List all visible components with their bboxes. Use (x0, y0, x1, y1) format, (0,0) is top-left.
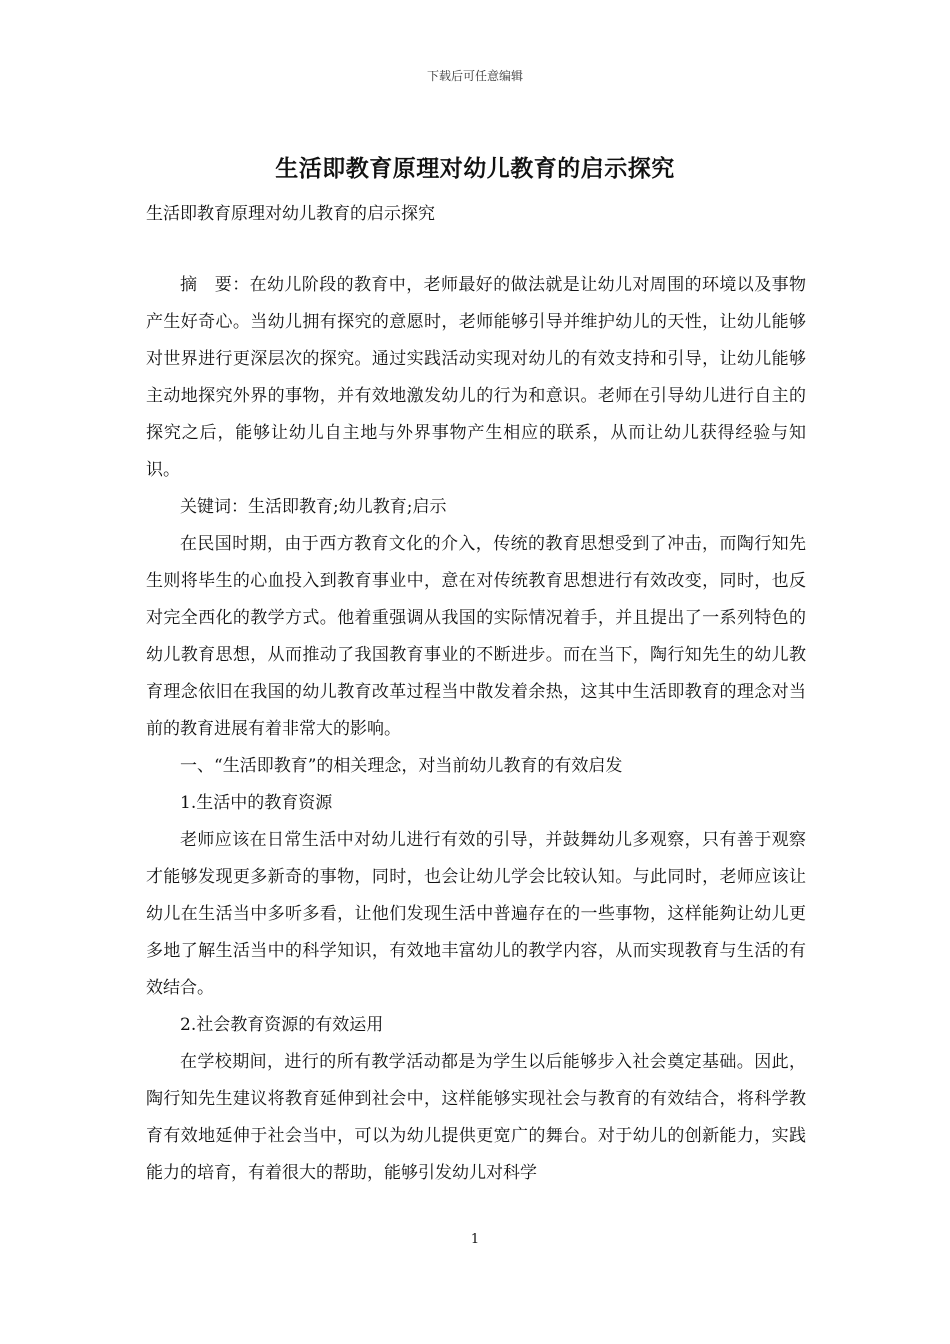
subsection-heading-2: 2.社会教育资源的有效运用 (180, 1015, 384, 1035)
subsection-heading-1: 1.生活中的教育资源 (180, 793, 333, 813)
abstract-paragraph: 摘 要：在幼儿阶段的教育中，老师最好的做法就是让幼儿对周围的环境以及事物产生好奇心。当幼儿拥有探究的意愿时，老师能够引导并维护幼儿的天性，让幼儿能够对世界进行更深层次的探究。通过实践活动实现对幼儿的有效支持和引导，让幼儿能够主动地探究外界的事物，并有效地激发幼儿的行为和意识。老师在引导幼儿进行自主的探究之后，能够让幼儿自主地与外界事物产生相应的联系，从而让幼儿获得经验与知识。 (146, 275, 806, 480)
page-number: 1 (470, 1232, 480, 1247)
keywords-line: 关键词：生活即教育;幼儿教育;启示 (180, 497, 447, 517)
body-paragraph-1: 老师应该在日常生活中对幼儿进行有效的引导，并鼓舞幼儿多观察，只有善于观察才能够发现更多新奇的事物，同时，也会让幼儿学会比较认知。与此同时，老师应该让幼儿在生活当中多听多看，让他们发现生活中普遍存在的一些事物，这样能夠让幼儿更多地了解生活当中的科学知识，有效地丰富幼儿的教学内容，从而实现教育与生活的有效结合。 (146, 830, 806, 998)
body-paragraph-2: 在学校期间，进行的所有教学活动都是为学生以后能够步入社会奠定基础。因此，陶行知先生建议将教育延伸到社会中，这样能够实现社会与教育的有效结合，将科学教育有效地延伸于社会当中，可以为幼儿提供更宽广的舞台。对于幼儿的创新能力，实践能力的培育，有着很大的帮助，能够引发幼儿对科学 (146, 1052, 806, 1183)
section-heading: 一、“生活即教育”的相关理念，对当前幼儿教育的有效启发 (180, 756, 623, 776)
header-note: 下载后可任意编辑 (426, 69, 523, 83)
document-title: 生活即教育原理对幼儿教育的启示探究 (275, 155, 675, 182)
intro-paragraph: 在民国时期，由于西方教育文化的介入，传统的教育思想受到了冲击，而陶行知先生则将毕生的心血投入到教育事业中，意在对传统教育思想进行有效改变，同时，也反对完全西化的教学方式。他着重强调从我国的实际情况着手，并且提出了一系列特色的幼儿教育思想，从而推动了我国教育事业的不断进步。而在当下，陶行知先生的幼儿教育理念依旧在我国的幼儿教育改革过程当中散发着余热，这其中生活即教育的理念对当前的教育进展有着非常大的影响。 (146, 534, 806, 739)
document-body (146, 196, 806, 1192)
document-subtitle: 生活即教育原理对幼儿教育的启示探究 (146, 204, 435, 224)
